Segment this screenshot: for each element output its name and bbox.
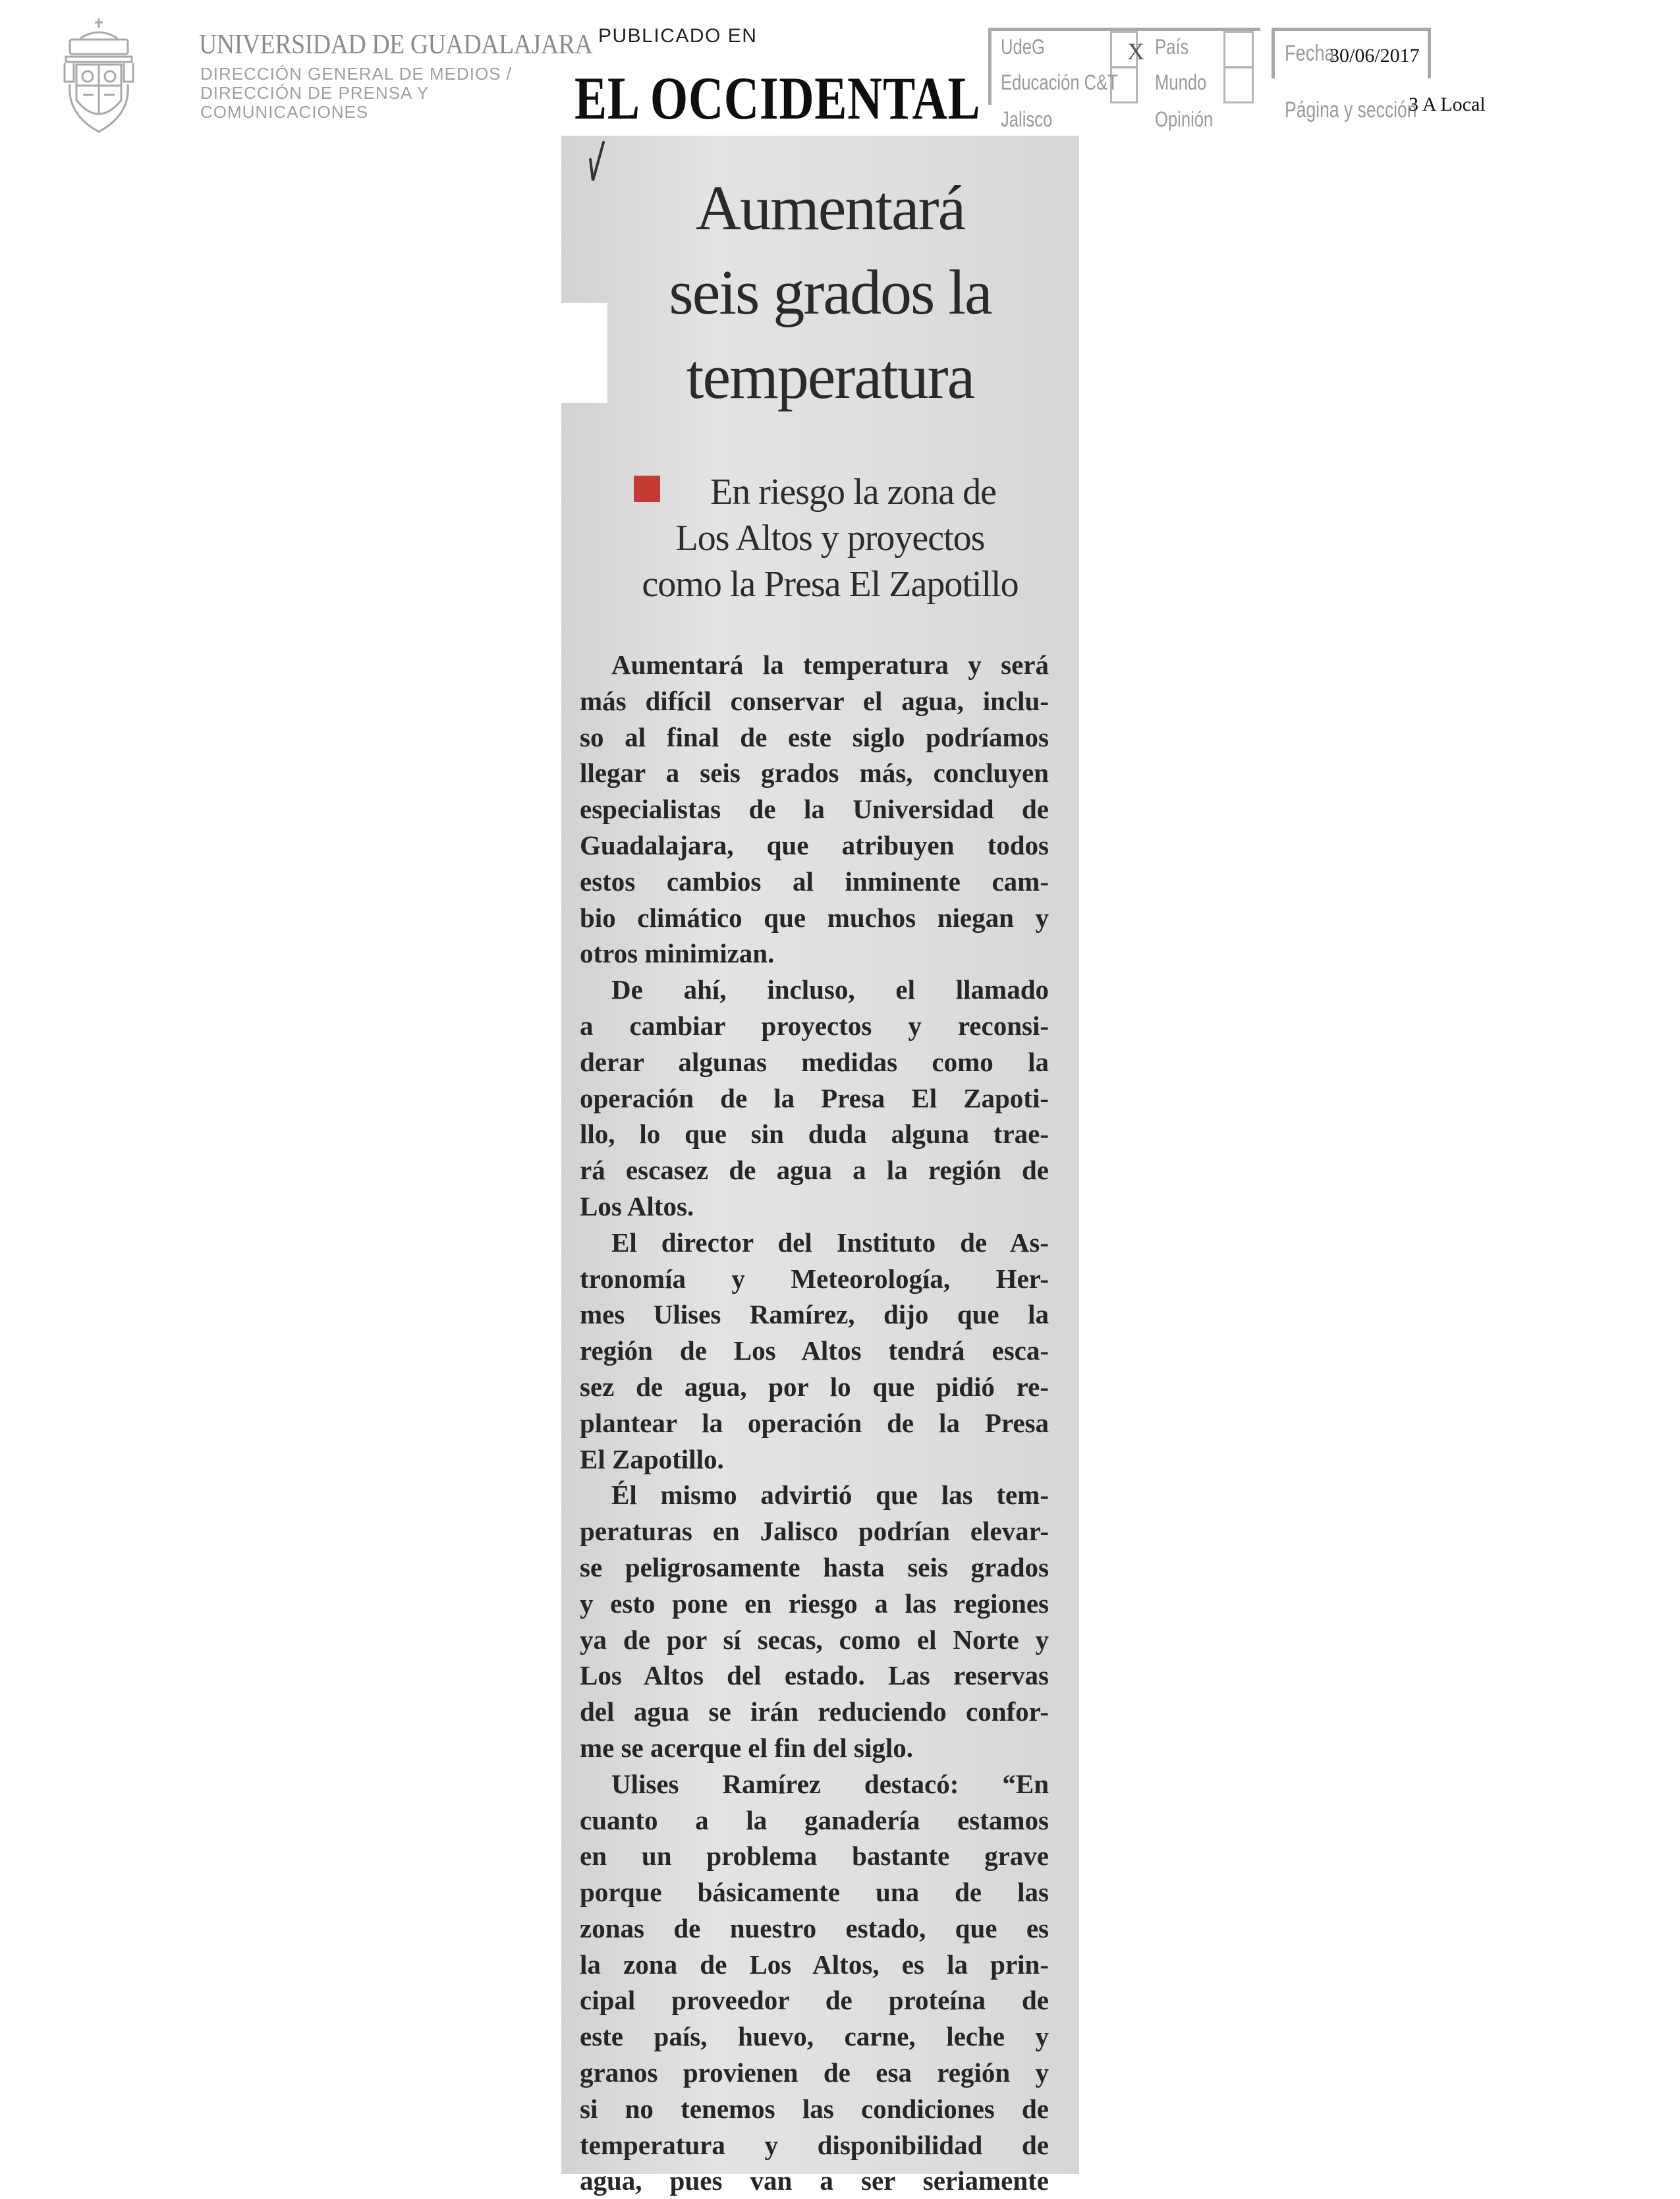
institution-name: UNIVERSIDAD DE GUADALAJARA xyxy=(199,30,593,60)
body-line: ya de por sí secas, como el Norte y xyxy=(580,1624,1049,1655)
article-body xyxy=(580,647,1049,2199)
body-line: Los Altos. xyxy=(580,1190,694,1221)
body-line: operación de la Presa El Zapoti- xyxy=(580,1082,1049,1113)
body-line: y esto pone en riesgo a las regiones xyxy=(580,1588,1049,1619)
pen-check-mark xyxy=(586,140,606,186)
body-line: rá escasez de agua a la región de xyxy=(580,1155,1049,1186)
body-line: a cambiar proyectos y reconsi- xyxy=(580,1010,1049,1041)
body-line: otros minimizan. xyxy=(580,938,775,969)
body-line: porque básicamente una de las xyxy=(580,1877,1049,1908)
headline-line: seis grados la xyxy=(669,257,992,327)
body-line: más difícil conservar el agua, inclu- xyxy=(580,685,1049,716)
department-line: COMUNICACIONES xyxy=(200,102,369,122)
section-udeg: UdeG xyxy=(1001,35,1045,59)
body-line: estos cambios al inminente cam- xyxy=(580,866,1049,897)
body-line: cuanto a la ganadería estamos xyxy=(580,1804,1049,1835)
body-line: especialistas de la Universidad de xyxy=(580,794,1049,825)
body-line: agua, pues van a ser seriamente xyxy=(580,2165,1049,2196)
published-in-label: PUBLICADO EN xyxy=(598,25,758,47)
date-label: Fecha xyxy=(1285,41,1335,66)
body-line: la zona de Los Altos, es la prin- xyxy=(580,1949,1049,1980)
headline-line: Aumentará xyxy=(695,173,965,243)
body-line: tronomía y Meteorología, Her- xyxy=(580,1263,1049,1294)
article-headline xyxy=(613,166,1048,419)
body-line: Él mismo advirtió que las tem- xyxy=(611,1480,1049,1511)
section-grid xyxy=(988,28,1260,131)
body-line: El director del Instituto de As- xyxy=(611,1227,1049,1258)
section-selected-mark: X xyxy=(1127,38,1144,65)
section-opinion: Opinión xyxy=(1155,107,1214,131)
body-line: sez de agua, por lo que pidió re- xyxy=(580,1371,1049,1402)
body-line: plantear la operación de la Presa xyxy=(580,1407,1049,1438)
department-name xyxy=(200,65,543,122)
page-section-label: Página y sección xyxy=(1285,97,1417,123)
body-line: región de Los Altos tendrá esca- xyxy=(580,1335,1049,1366)
section-jalisco: Jalisco xyxy=(1001,107,1053,131)
body-line: De ahí, incluso, el llamado xyxy=(611,974,1049,1005)
body-line: del agua se irán reduciendo confor- xyxy=(580,1696,1049,1727)
section-box-pais xyxy=(1223,31,1254,68)
date-value: 30/06/2017 xyxy=(1330,45,1420,67)
body-line: granos provienen de esa región y xyxy=(580,2057,1049,2088)
body-line: Guadalajara, que atribuyen todos xyxy=(580,829,1049,860)
clipping-cutout xyxy=(561,303,607,403)
deck-line: como la Presa El Zapotillo xyxy=(642,564,1019,605)
department-line: DIRECCIÓN DE PRENSA Y xyxy=(200,83,430,103)
newspaper-masthead: EL OCCIDENTAL xyxy=(574,65,981,132)
headline-line: temperatura xyxy=(686,341,974,412)
body-line: si no tenemos las condiciones de xyxy=(580,2093,1049,2124)
body-line: Ulises Ramírez destacó: “En xyxy=(611,1768,1049,1799)
body-line: me se acerque el fin del siglo. xyxy=(580,1732,913,1763)
body-line: zonas de nuestro estado, que es xyxy=(580,1912,1049,1943)
body-line: cipal proveedor de proteína de xyxy=(580,1985,1049,2016)
body-line: en un problema bastante grave xyxy=(580,1841,1049,1872)
body-line: Aumentará la temperatura y será xyxy=(611,650,1049,680)
article-deck xyxy=(593,469,1067,607)
page-section-value: 3 A Local xyxy=(1409,94,1486,115)
body-line: llo, lo que sin duda alguna trae- xyxy=(580,1119,1049,1150)
body-line: El Zapotillo. xyxy=(580,1443,724,1474)
body-line: temperatura y disponibilidad de xyxy=(580,2129,1049,2160)
section-pais: País xyxy=(1155,35,1189,59)
department-line: DIRECCIÓN GENERAL DE MEDIOS / xyxy=(200,64,512,84)
body-line: derar algunas medidas como la xyxy=(580,1046,1049,1077)
body-line: mes Ulises Ramírez, dijo que la xyxy=(580,1299,1049,1330)
body-line: llegar a seis grados más, concluyen xyxy=(580,758,1049,789)
body-line: bio climático que muchos niegan y xyxy=(580,902,1049,933)
section-mundo: Mundo xyxy=(1155,70,1207,94)
body-line: so al final de este siglo podríamos xyxy=(580,721,1049,752)
section-box-mundo xyxy=(1223,67,1254,103)
section-educacion: Educación C&T xyxy=(1001,70,1118,94)
body-line: Los Altos del estado. Las reservas xyxy=(580,1660,1049,1691)
body-line: este país, huevo, carne, leche y xyxy=(580,2021,1049,2052)
deck-line: Los Altos y proyectos xyxy=(675,518,985,559)
university-seal-logo xyxy=(61,16,137,136)
body-line: se peligrosamente hasta seis grados xyxy=(580,1551,1049,1582)
body-line: peraturas en Jalisco podrían elevar- xyxy=(580,1516,1049,1547)
deck-line: En riesgo la zona de xyxy=(710,472,997,513)
